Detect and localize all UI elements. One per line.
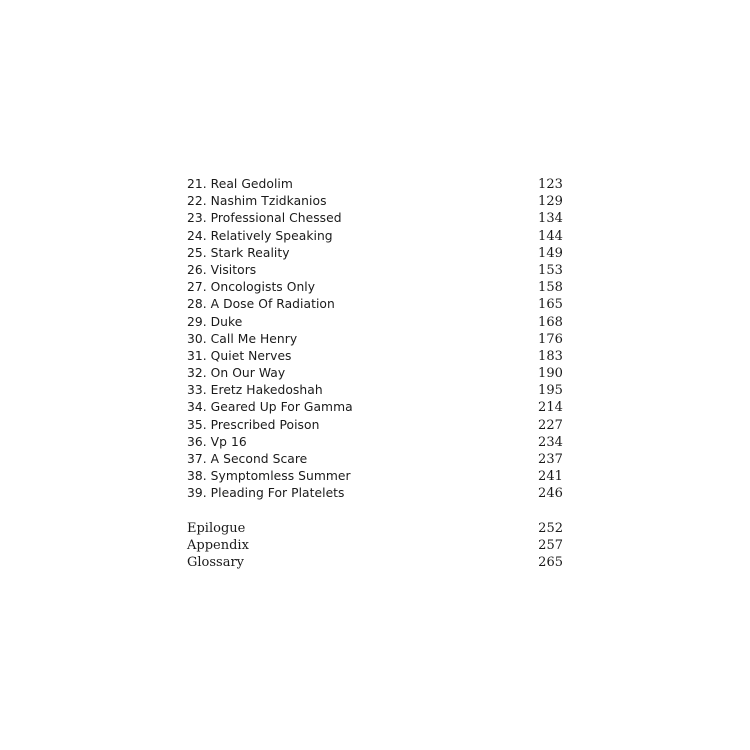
toc-entry-chapter-39 (187, 485, 563, 502)
toc-entry-page-number: 144 (538, 228, 563, 244)
toc-entry-page-number: 214 (538, 400, 563, 416)
toc-entry-title: 28. A Dose Of Radiation (187, 297, 335, 312)
toc-entry-page-number: 149 (538, 245, 563, 261)
toc-entry-chapter-26 (187, 262, 563, 279)
toc-entry-page-number: 252 (538, 520, 563, 536)
toc-entry-page-number: 246 (538, 486, 563, 502)
chapter-list (187, 176, 563, 503)
toc-entry-title: 37. A Second Scare (187, 452, 308, 466)
toc-entry-page-number: 195 (538, 383, 563, 399)
toc-entry-chapter-31 (187, 348, 563, 365)
back-matter-list (187, 520, 563, 572)
toc-entry-title: Epilogue (187, 520, 246, 536)
toc-entry-page-number: 257 (538, 537, 563, 553)
toc-entry-page-number: 168 (538, 314, 563, 330)
toc-entry-chapter-30 (187, 331, 563, 348)
toc-entry-page-number: 165 (538, 297, 563, 313)
toc-entry-appendix (187, 537, 563, 554)
toc-entry-chapter-35 (187, 417, 563, 434)
toc-entry-title: 22. Nashim Tzidkanios (187, 194, 327, 209)
toc-entry-title: 25. Stark Reality (187, 245, 290, 260)
toc-entry-chapter-27 (187, 279, 563, 296)
toc-entry-chapter-38 (187, 468, 563, 485)
toc-entry-chapter-37 (187, 451, 563, 468)
toc-entry-chapter-21 (187, 176, 563, 193)
toc-entry-chapter-28 (187, 296, 563, 313)
toc-entry-page-number: 176 (538, 331, 563, 347)
toc-entry-title: 39. Pleading For Platelets (187, 486, 345, 501)
toc-entry-title: 27. Oncologists Only (187, 280, 316, 295)
toc-entry-title: Glossary (187, 554, 245, 570)
toc-entry-page-number: 265 (538, 554, 563, 570)
toc-entry-chapter-36 (187, 434, 563, 451)
toc-entry-title: 38. Symptomless Summer (187, 469, 351, 484)
toc-entry-chapter-23 (187, 210, 563, 227)
toc-entry-page-number: 237 (538, 452, 563, 467)
toc-entry-page-number: 190 (538, 366, 563, 382)
toc-entry-page-number: 153 (538, 262, 563, 278)
toc-entry-page-number: 227 (538, 417, 563, 433)
toc-entry-title: 29. Duke (187, 314, 243, 329)
toc-entry-title: 21. Real Gedolim (187, 177, 293, 191)
toc-entry-title: 33. Eretz Hakedoshah (187, 383, 323, 398)
toc-entry-title: 23. Professional Chessed (187, 211, 342, 226)
toc-entry-title: 34. Geared Up For Gamma (187, 400, 353, 415)
toc-entry-epilogue (187, 520, 563, 537)
toc-entry-title: 36. Vp 16 (187, 434, 247, 449)
toc-entry-page-number: 134 (538, 211, 563, 227)
toc-entry-title: 26. Visitors (187, 262, 257, 277)
toc-entry-page-number: 129 (538, 194, 563, 210)
toc-entry-chapter-32 (187, 365, 563, 382)
table-of-contents (187, 176, 563, 571)
toc-entry-title: 24. Relatively Speaking (187, 228, 333, 243)
toc-entry-page-number: 183 (538, 348, 563, 364)
toc-entry-chapter-25 (187, 245, 563, 262)
toc-entry-page-number: 158 (538, 280, 563, 296)
toc-entry-chapter-34 (187, 399, 563, 416)
toc-entry-page-number: 241 (538, 469, 563, 485)
toc-entry-title: Appendix (187, 537, 249, 553)
toc-entry-chapter-33 (187, 382, 563, 399)
toc-entry-chapter-29 (187, 314, 563, 331)
toc-entry-title: 31. Quiet Nerves (187, 348, 292, 363)
toc-entry-title: 32. On Our Way (187, 366, 286, 381)
toc-entry-chapter-22 (187, 193, 563, 210)
toc-entry-title: 35. Prescribed Poison (187, 417, 320, 432)
toc-entry-chapter-24 (187, 228, 563, 245)
toc-entry-page-number: 123 (538, 177, 563, 192)
toc-entry-page-number: 234 (538, 434, 563, 450)
toc-entry-title: 30. Call Me Henry (187, 331, 298, 346)
toc-entry-glossary (187, 554, 563, 571)
